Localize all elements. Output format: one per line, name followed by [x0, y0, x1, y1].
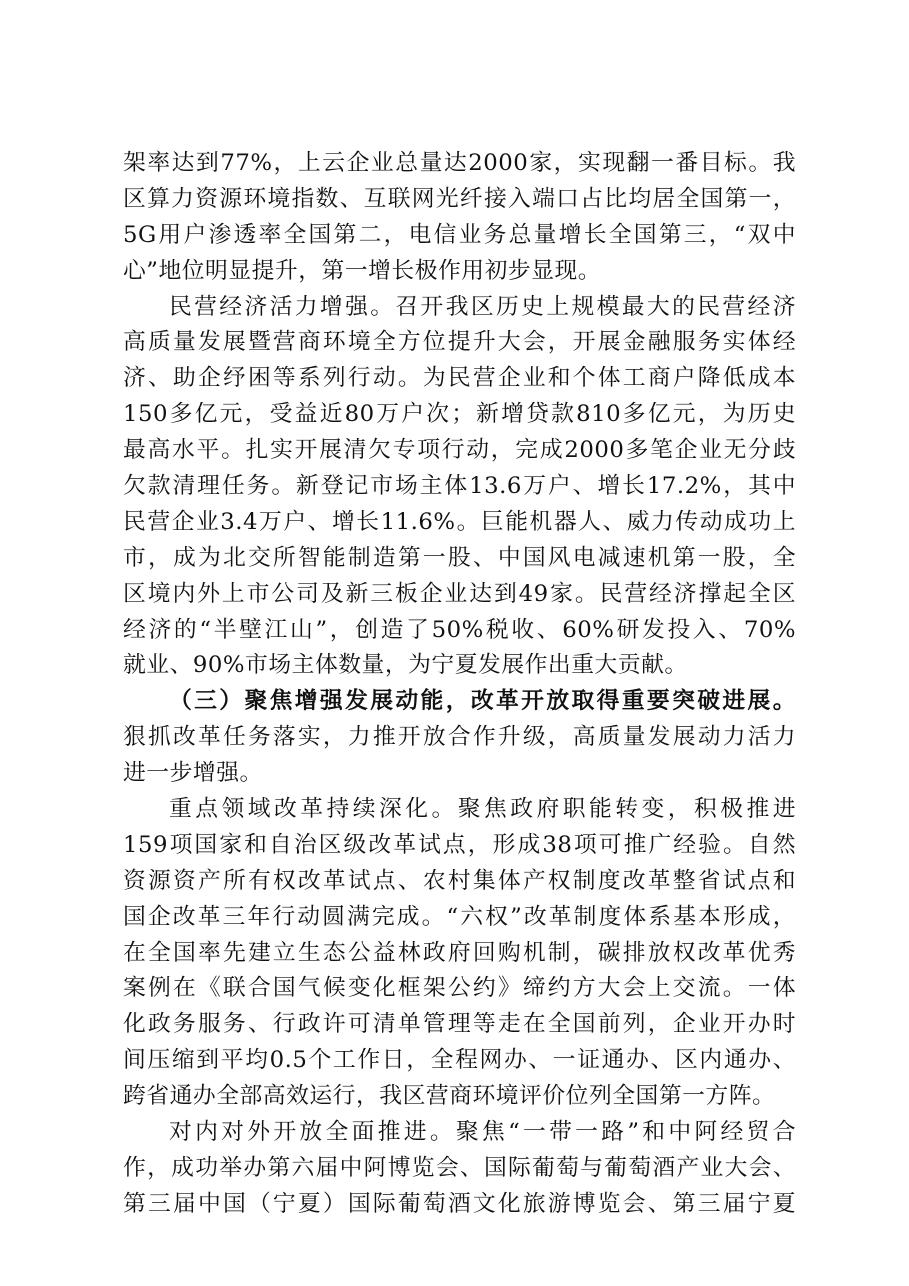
text-line: 济、助企纾困等系列行动。为民营企业和个体工商户降低成本	[123, 365, 796, 392]
text-line: 5G用户渗透率全国第二，电信业务总量增长全国第三，“双中	[123, 221, 796, 248]
text-line: 第三届中国（宁夏）国际葡萄酒文化旅游博览会、第三届宁夏	[123, 1190, 796, 1217]
text-line: 最高水平。扎实开展清欠专项行动，完成2000多笔企业无分歧	[123, 437, 796, 464]
text-line: 跨省通办全部高效运行，我区营商环境评价位列全国第一方阵。	[123, 1083, 776, 1110]
text-line: 狠抓改革任务落实，力推开放合作升级，高质量发展动力活力	[123, 724, 796, 751]
paragraph-start: 重点领域改革持续深化。聚焦政府职能转变，积极推进	[169, 796, 796, 823]
text-line: 高质量发展暨营商环境全方位提升大会，开展金融服务实体经	[123, 329, 796, 356]
text-line: 市，成为北交所智能制造第一股、中国风电减速机第一股，全	[123, 544, 796, 571]
text-line: 区算力资源环境指数、互联网光纤接入端口占比均居全国第一，	[123, 185, 796, 212]
text-line: 案例在《联合国气候变化框架公约》缔约方大会上交流。一体	[123, 975, 796, 1002]
text-line: 架率达到77%，上云企业总量达2000家，实现翻一番目标。我	[123, 150, 796, 176]
section-heading: （三）聚焦增强发展动能，改革开放取得重要突破进展。	[169, 688, 796, 715]
text-line: 159项国家和自治区级改革试点，形成38项可推广经验。自然	[123, 831, 796, 858]
text-line: 欠款清理任务。新登记市场主体13.6万户、增长17.2%，其中	[123, 473, 796, 500]
document-body	[123, 146, 796, 1223]
text-line: 民营企业3.4万户、增长11.6%。巨能机器人、威力传动成功上	[123, 508, 796, 535]
text-line: 就业、90%市场主体数量，为宁夏发展作出重大贡献。	[123, 652, 688, 679]
text-line: 进一步增强。	[123, 760, 263, 787]
text-line: 区境内外上市公司及新三板企业达到49家。民营经济撑起全区	[123, 580, 796, 607]
text-line: 作，成功举办第六届中阿博览会、国际葡萄与葡萄酒产业大会、	[123, 1154, 796, 1181]
text-line: 150多亿元，受益近80万户次；新增贷款810多亿元，为历史	[123, 401, 796, 428]
text-line: 间压缩到平均0.5个工作日，全程网办、一证通办、区内通办、	[123, 1047, 796, 1074]
text-line: 经济的“半壁江山”，创造了50%税收、60%研发投入、70%	[123, 616, 796, 643]
text-line: 国企改革三年行动圆满完成。“六权”改革制度体系基本形成，	[123, 903, 796, 930]
text-line: 化政务服务、行政许可清单管理等走在全国前列，企业开办时	[123, 1011, 796, 1038]
paragraph-start: 对内对外开放全面推进。聚焦“一带一路”和中阿经贸合	[169, 1119, 796, 1146]
text-line: 心”地位明显提升，第一增长极作用初步显现。	[123, 257, 602, 284]
paragraph-start: 民营经济活力增强。召开我区历史上规模最大的民营经济	[169, 293, 796, 320]
text-line: 资源资产所有权改革试点、农村集体产权制度改革整省试点和	[123, 867, 796, 894]
text-line: 在全国率先建立生态公益林政府回购机制，碳排放权改革优秀	[123, 939, 796, 966]
